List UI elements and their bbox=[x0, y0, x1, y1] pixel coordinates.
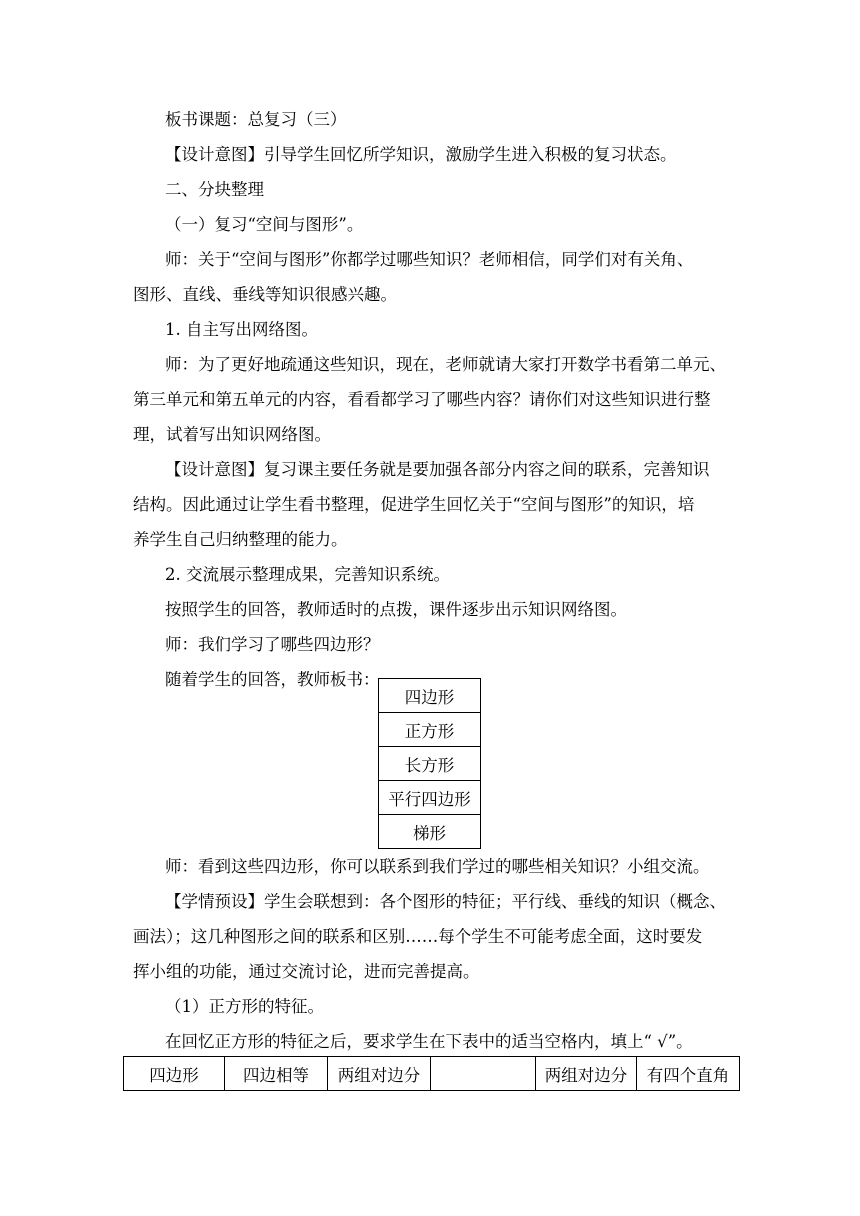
feature-header-cell: 有四个直角 bbox=[637, 1057, 740, 1091]
board-cell: 四边形 bbox=[379, 679, 481, 713]
teacher-instruction-line-2: 第三单元和第五单元的内容，看看都学习了哪些内容？请你们对这些知识进行整 bbox=[133, 390, 711, 409]
design-intent-2-line-1: 【设计意图】复习课主要任务就是要加强各部分内容之间的联系，完善知识 bbox=[165, 460, 710, 479]
step-2-heading: 2. 交流展示整理成果，完善知识系统。 bbox=[165, 565, 450, 584]
lesson-title: 板书课题：总复习（三） bbox=[165, 110, 347, 129]
learning-preview-line-2: 画法）；这几种图形之间的联系和区别……每个学生不可能考虑全面，这时要发 bbox=[133, 927, 703, 946]
learning-preview-line-3: 挥小组的功能，通过交流讨论，进而完善提高。 bbox=[133, 962, 480, 981]
board-cell: 长方形 bbox=[379, 747, 481, 781]
feature-header-cell: 两组对边分 bbox=[328, 1057, 431, 1091]
board-writing-table bbox=[378, 678, 481, 849]
feature-header-cell: 两组对边分 bbox=[536, 1057, 637, 1091]
section-heading: 二、分块整理 bbox=[165, 180, 264, 199]
teacher-question-quadrilaterals: 师：我们学习了哪些四边形？ bbox=[165, 635, 380, 654]
board-writing-intro: 随着学生的回答，教师板书： bbox=[165, 670, 380, 689]
feature-header-cell: 四边相等 bbox=[225, 1057, 328, 1091]
feature-header-cell bbox=[431, 1057, 536, 1091]
design-intent-2-line-3: 养学生自己归纳整理的能力。 bbox=[133, 530, 348, 549]
board-cell: 正方形 bbox=[379, 713, 481, 747]
feature-header-cell: 四边形 bbox=[124, 1057, 225, 1091]
guidance-text: 按照学生的回答，教师适时的点拨，课件逐步出示知识网络图。 bbox=[165, 600, 627, 619]
feature-table bbox=[123, 1056, 740, 1091]
square-features-heading: （1）正方形的特征。 bbox=[165, 997, 324, 1016]
teacher-question-line-1: 师：关于“空间与图形”你都学过哪些知识？老师相信，同学们对有关角、 bbox=[165, 250, 694, 269]
teacher-instruction-line-3: 理，试着写出知识网络图。 bbox=[133, 425, 331, 444]
board-cell: 平行四边形 bbox=[379, 781, 481, 815]
teacher-prompt-group-discussion: 师：看到这些四边形，你可以联系到我们学过的哪些相关知识？小组交流。 bbox=[165, 857, 710, 876]
table-instruction: 在回忆正方形的特征之后，要求学生在下表中的适当空格内，填上“ √”。 bbox=[165, 1032, 693, 1051]
teacher-instruction-line-1: 师：为了更好地疏通这些知识，现在，老师就请大家打开数学书看第二单元、 bbox=[165, 355, 726, 374]
subsection-heading: （一）复习“空间与图形”。 bbox=[165, 215, 364, 234]
teacher-question-line-2: 图形、直线、垂线等知识很感兴趣。 bbox=[133, 285, 397, 304]
board-cell: 梯形 bbox=[379, 815, 481, 849]
learning-preview-line-1: 【学情预设】学生会联想到：各个图形的特征；平行线、垂线的知识（概念、 bbox=[165, 892, 726, 911]
step-1-heading: 1. 自主写出网络图。 bbox=[165, 320, 318, 339]
design-intent-2-line-2: 结构。因此通过让学生看书整理，促进学生回忆关于“空间与图形”的知识，培 bbox=[133, 495, 695, 514]
design-intent-1: 【设计意图】引导学生回忆所学知识，激励学生进入积极的复习状态。 bbox=[165, 145, 677, 164]
